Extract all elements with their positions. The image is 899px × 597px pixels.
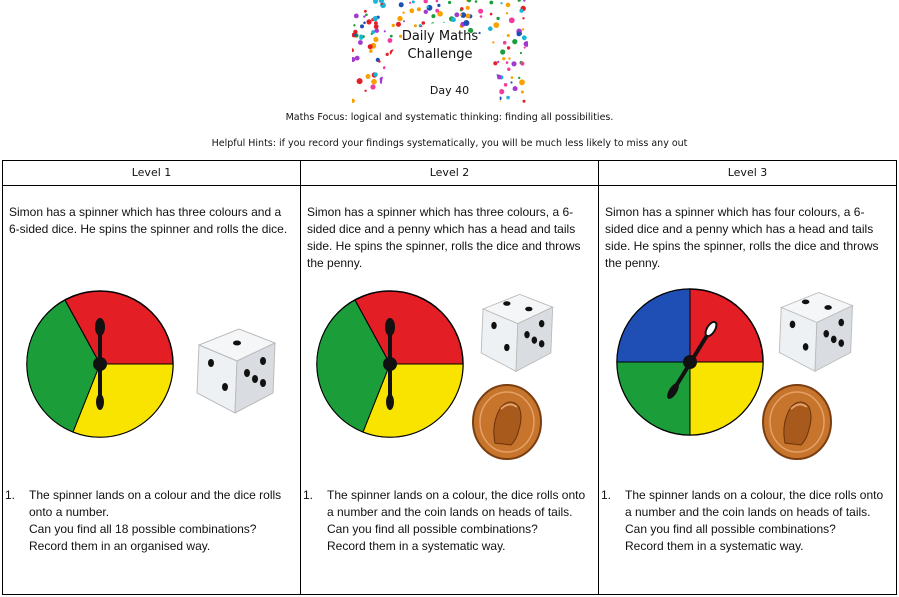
confetti-dot [422,21,426,25]
level-3-question-number: 1. [601,488,612,502]
confetti-dot [354,14,359,19]
confetti-dot [463,20,469,26]
level-2-question-line: Record them in a systematic way. [327,539,506,553]
confetti-dot [480,15,483,18]
confetti-dot [366,19,371,24]
level-1-heading: Level 1 [3,161,300,186]
level-2-question-line: Can you find all possible combinations? [327,522,538,536]
confetti-dot [454,12,459,17]
level-1-question [5,487,292,555]
confetti-dot [466,14,471,19]
confetti-dot [522,17,524,19]
confetti-dot [475,0,478,3]
confetti-dot [431,14,435,18]
level-3-column [599,161,896,594]
confetti-dot [435,9,439,13]
title-line-2: Challenge [407,47,473,62]
confetti-dot [496,17,499,20]
confetti-dot [373,72,377,76]
day-label: Day 40 [429,84,470,97]
level-1-description: Simon has a spinner which has three colours and a 6-sided dice. He spins the spinner and rolls the dice. [9,205,288,236]
levels-table [2,160,897,595]
confetti-dot [381,3,383,5]
confetti-dot [363,22,366,25]
level-2-description: Simon has a spinner which has three colours, a 6-sided dice and a penny which has a head and tails side. He spins the spinner, rolls the dice and throws the penny. [307,205,581,270]
level-3-description: Simon has a spinner which has four colours, a 6-sided dice and a penny which has a head and tails side. He spins the spinner, rolls the dice and throws the penny. [605,205,879,270]
penny-icon [761,383,833,461]
level-1-question-number: 1. [5,488,16,502]
confetti-dot [409,8,414,13]
confetti-dot [363,15,365,17]
level-2-question-line: The spinner lands on a colour, the dice rolls onto a number and the coin lands on heads of tails. [327,488,586,519]
confetti-dot [506,12,508,14]
dice-icon [189,321,281,417]
level-2-question-number: 1. [303,488,314,502]
confetti-dot [460,9,462,11]
level-1-question-line: The spinner lands on a colour and the dice rolls onto a number. [29,488,282,519]
helpful-hints: Helpful Hints: if you record your findings systematically, you will be much less likely to miss any out [211,138,688,149]
spinner-icon [315,289,465,439]
confetti-dot [414,24,417,27]
confetti-dot [417,7,421,11]
confetti-dot [353,24,355,26]
title-line-1: Daily Maths [401,29,479,44]
level-3-heading: Level 3 [599,161,896,186]
confetti-dot [412,0,415,3]
title [352,28,528,64]
dice-icon [771,285,859,375]
confetti-dot [451,17,456,22]
level-1-question-line: Record them in an organised way. [29,539,211,553]
confetti-dot [364,10,367,13]
level-2-question [303,487,590,555]
penny-icon [471,383,543,461]
confetti-dot [478,9,483,14]
level-3-question [601,487,888,555]
confetti-dot [409,2,411,4]
confetti-dot [424,10,428,14]
confetti-dot [490,13,493,16]
dice-icon [473,287,559,375]
level-1-column [3,161,301,594]
confetti-dot [460,14,462,16]
confetti-dot [397,16,402,21]
spinner-icon [615,287,765,437]
confetti-dot [518,77,520,79]
confetti-dot [466,6,470,10]
confetti-dot [402,12,404,14]
spinner-icon [25,289,175,439]
confetti-dot [448,1,451,4]
level-2-column [301,161,599,594]
confetti-dot [489,1,493,5]
confetti-dot [396,22,401,27]
confetti-dot [509,17,515,23]
confetti-dot [437,4,440,7]
confetti-dot [366,74,371,79]
confetti-dot [399,2,404,7]
confetti-dot [506,3,511,8]
confetti-dot [403,20,405,22]
level-2-heading: Level 2 [301,161,598,186]
confetti-dot [523,100,526,103]
confetti-dot [427,6,429,8]
confetti-dot [373,16,378,21]
level-3-question-line: Can you find all possible combinations? [625,522,836,536]
level-1-question-line: Can you find all 18 possible combinations? [29,522,257,536]
maths-focus: Maths Focus: logical and systematic thinking: finding all possibilities. [285,112,614,123]
confetti-dot [507,68,510,71]
confetti-dot [365,14,368,17]
level-3-question-line: The spinner lands on a colour, the dice rolls onto a number and the coin lands on heads of tails. [625,488,884,519]
confetti-dot [511,76,514,79]
confetti-dot [519,9,523,13]
level-3-question-line: Record them in a systematic way. [625,539,804,553]
confetti-dot [392,24,395,27]
confetti-dot [500,2,502,4]
